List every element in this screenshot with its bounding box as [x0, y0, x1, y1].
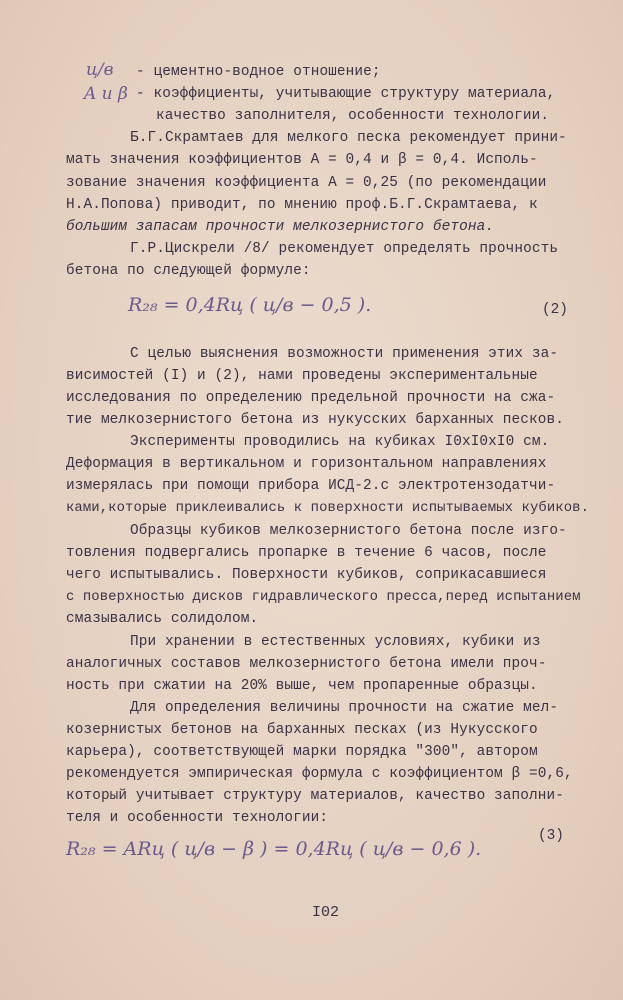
text-line: С целью выяснения возможности применения этих за- — [130, 346, 559, 362]
text-line: Деформация в вертикальном и горизонтальном направлениях — [66, 456, 547, 472]
text-line: который учитывает структуру материалов, качество заполни- — [66, 788, 564, 804]
equation-number-3: (3) — [538, 828, 564, 844]
text-line: качество заполнителя, особенности технологии. — [156, 108, 550, 124]
text-line: Б.Г.Скрамтаев для мелкого песка рекомендует прини- — [130, 130, 567, 146]
text-line: - цементно-водное отношение; — [136, 64, 381, 80]
text-line: При хранении в естественных условиях, кубики из — [130, 634, 541, 650]
text-line: ность при сжатии на 20% выше, чем пропаренные образцы. — [66, 678, 538, 694]
text-line: зование значения коэффициента A = 0,25 (по рекомендации — [66, 175, 547, 191]
text-line: Г.Р.Цискрели /8/ рекомендует определять прочность — [130, 241, 559, 257]
text-line: Образцы кубиков мелкозернистого бетона после изго- — [130, 523, 567, 539]
text-line: большим запасам прочности мелкозернистого бетона. — [66, 219, 495, 235]
symbol-cement-water-ratio: ц/в — [86, 60, 114, 80]
text-line: Н.А.Попова) приводит, по мнению проф.Б.Г.Скрамтаева, к — [66, 197, 538, 213]
text-line: рекомендуется эмпирическая формула с коэффициентом β =0,6, — [66, 766, 573, 782]
text-line: мать значения коэффициентов A = 0,4 и β = 0,4. Исполь- — [66, 152, 538, 168]
text-line: чего испытывались. Поверхности кубиков, соприкасавшиеся — [66, 567, 547, 583]
text-line: исследования по определению предельной прочности на сжа- — [66, 390, 556, 406]
text-line: аналогичных составов мелкозернистого бетона имели проч- — [66, 656, 547, 672]
text-line: с поверхностью дисков гидравлического пресса,перед испытанием — [66, 589, 581, 605]
text-line: карьера), соответствующей марки порядка "300", автором — [66, 744, 538, 760]
text-line: - коэффициенты, учитывающие структуру материала, — [136, 86, 556, 102]
text-line: висимостей (I) и (2), нами проведены экспериментальные — [66, 368, 538, 384]
text-line: козернистых бетонов на барханных песках (из Нукусского — [66, 722, 538, 738]
equation-number-2: (2) — [542, 302, 568, 318]
text-line: Для определения величины прочности на сжатие мел- — [130, 700, 559, 716]
text-line: Эксперименты проводились на кубиках I0xI0xI0 см. — [130, 434, 550, 450]
text-line: теля и особенности технологии: — [66, 810, 329, 826]
text-line: измерялась при помощи прибора ИСД-2.с электротензодатчи- — [66, 478, 556, 494]
symbol-coefficients: A и β — [84, 84, 128, 104]
text-line: товления подвергались пропарке в течение 6 часов, после — [66, 545, 547, 561]
text-line: тие мелкозернистого бетона из нукусских барханных песков. — [66, 412, 564, 428]
formula-3: R₂₈ = ARц ( ц/в − β ) = 0,4Rц ( ц/в − 0,6 ). — [66, 838, 482, 860]
text-line: смазывались солидолом. — [66, 611, 259, 627]
formula-2: R₂₈ = 0,4Rц ( ц/в − 0,5 ). — [128, 294, 372, 316]
text-line: бетона по следующей формуле: — [66, 263, 311, 279]
page-number: I02 — [312, 904, 340, 921]
text-line: ками,которые приклеивались к поверхности испытываемых кубиков. — [66, 500, 590, 516]
